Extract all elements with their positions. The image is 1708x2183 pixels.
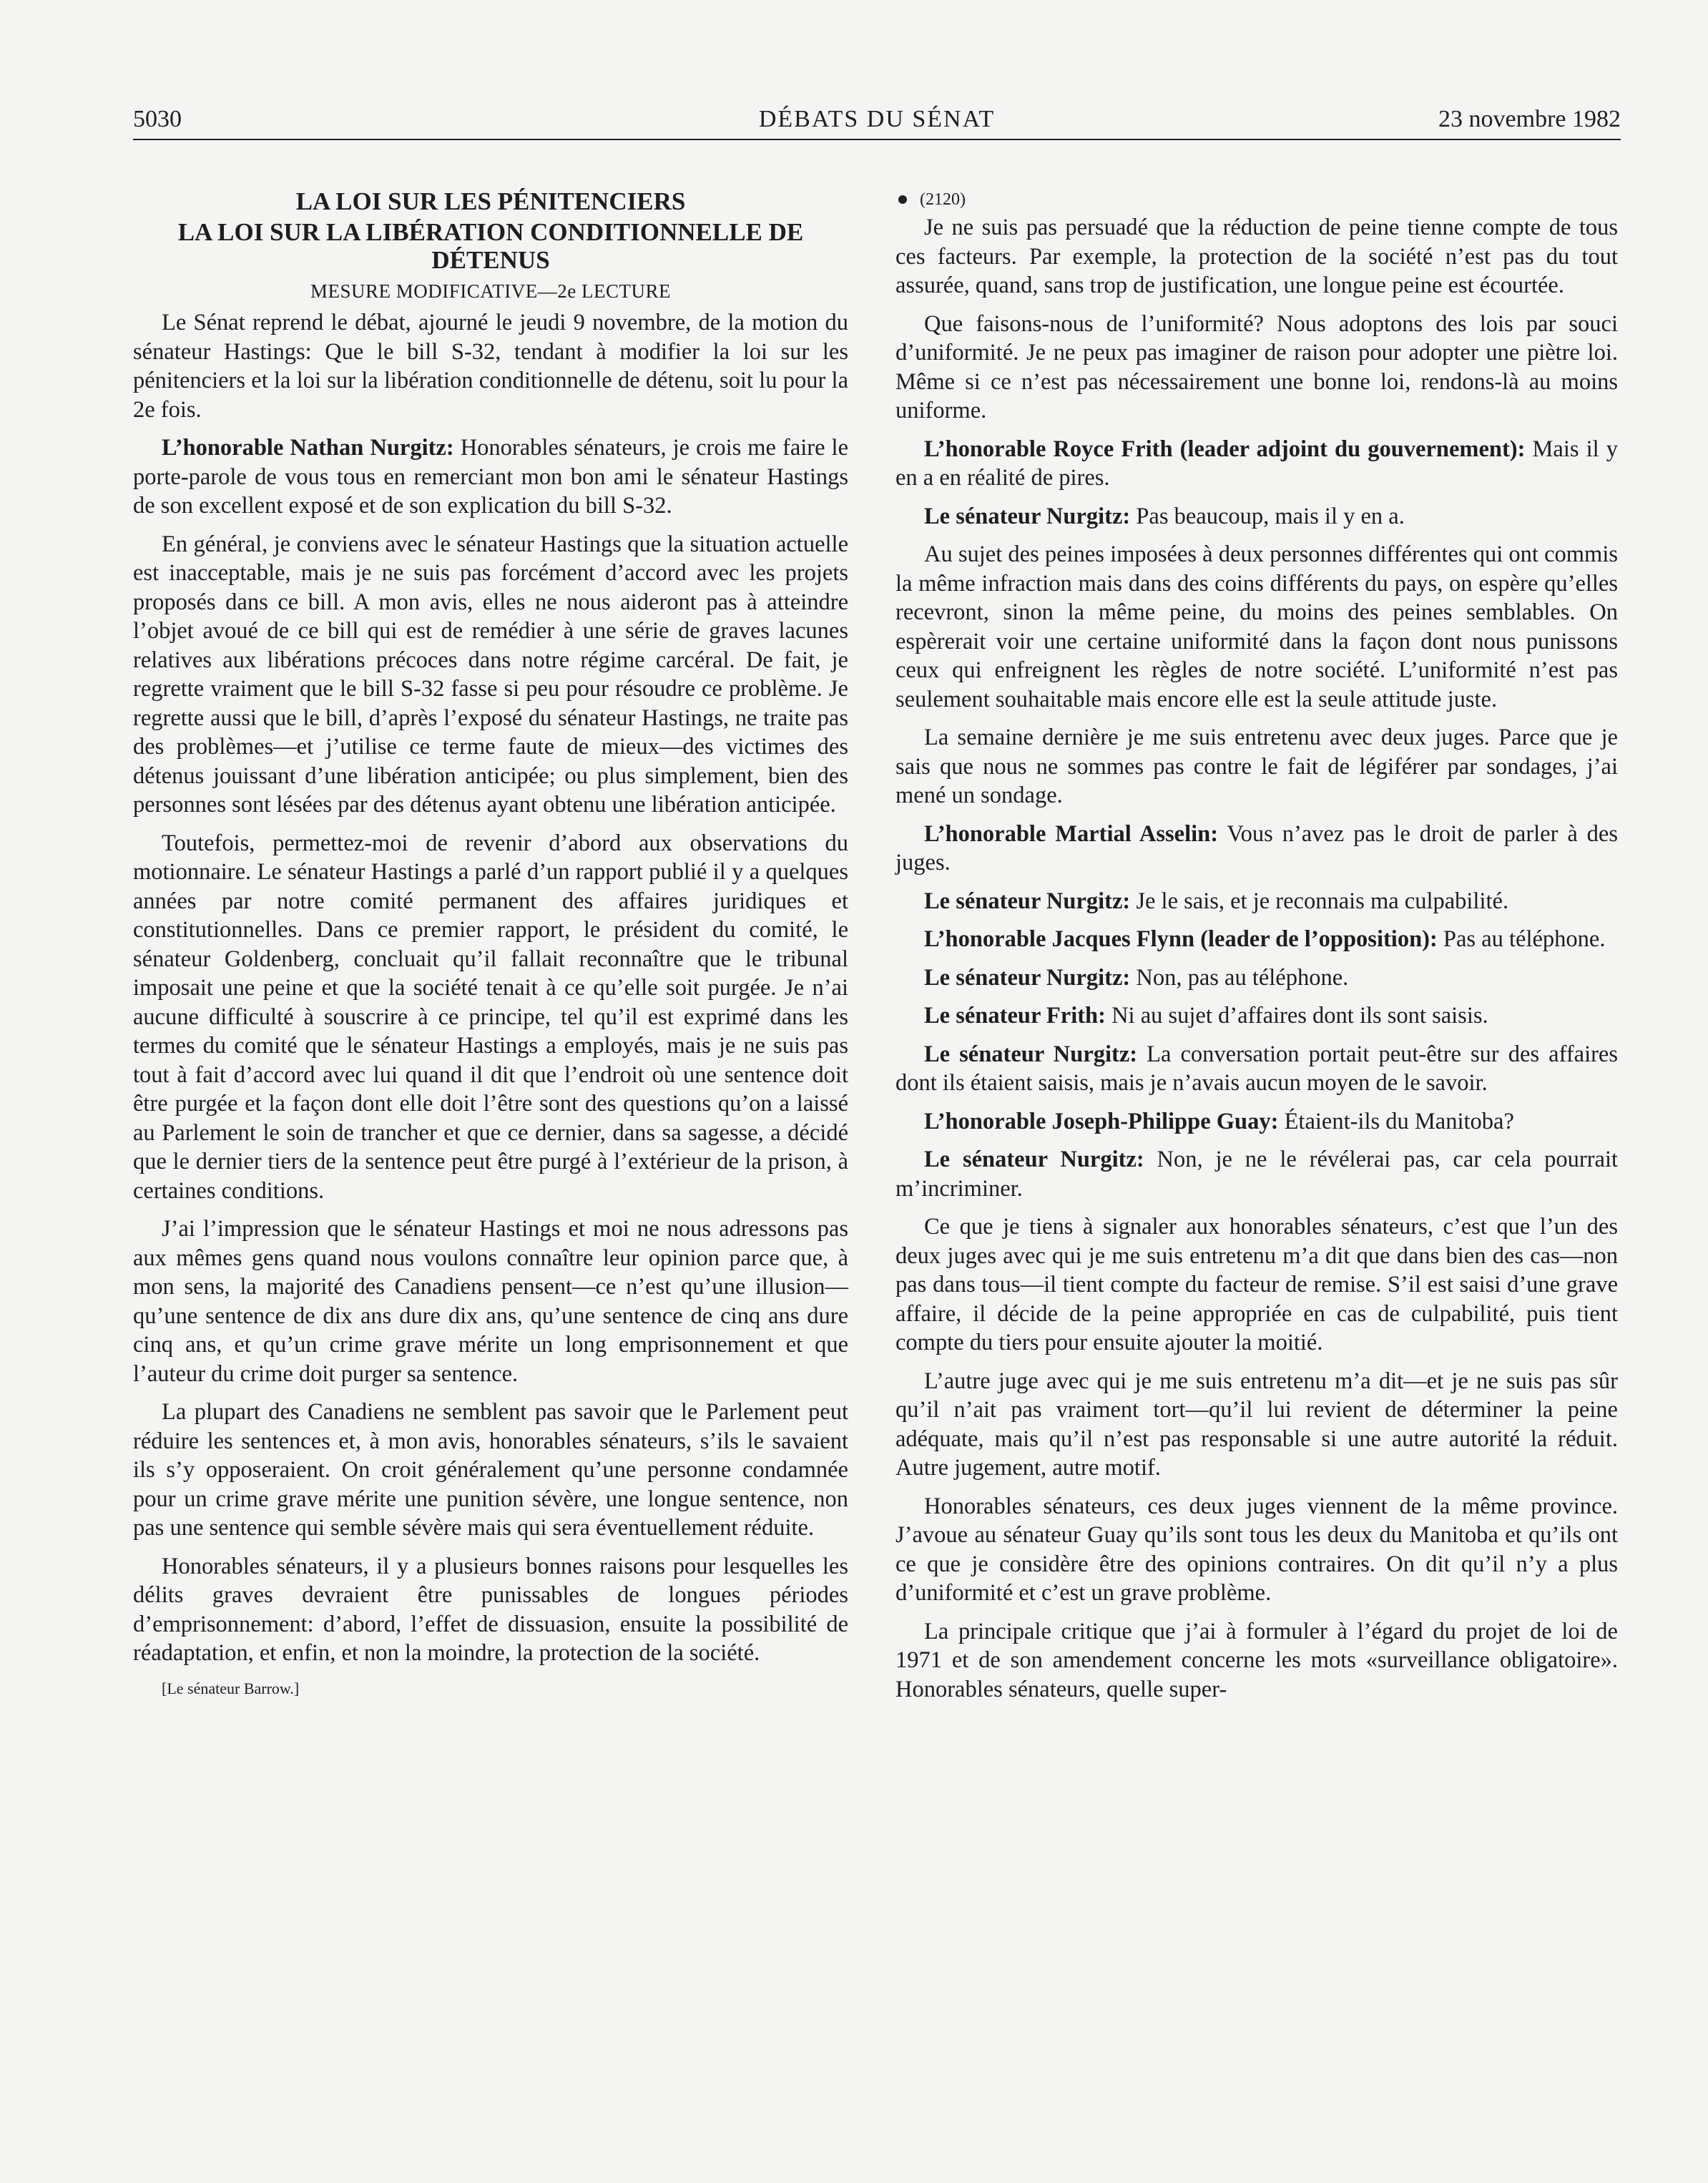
speaker-name: Le sénateur Nurgitz: [924, 503, 1131, 529]
paragraph: Toutefois, permettez-moi de revenir d’abord aux observations du motionnaire. Le sénateur Hastings a parlé d’un rapport publié il y a quelques années par notre comité permanent des affaires juridiques et constitutionnelles. Dans ce premier rapport, le président du comité, le sénateur Goldenberg, concluait qu’il fallait reconnaître que le tribunal imposait une peine et que la société tenait à ce qu’elle soit purgée. Je n’ai aucune difficulté à souscrire à ce principe, tel qu’il est exprimé dans les termes du comité que le sénateur Hastings a employés, mais je ne suis pas tout à fait d’accord avec lui quand il dit que l’endroit où une sentence doit être purgée et la façon dont elle doit l’être sont des questions qu’on a laissé au Parlement le soin de trancher et que ce dernier, dans sa sagesse, a décidé que le dernier tiers de la sentence peut être purgé à l’extérieur de la prison, à certaines conditions. [133, 830, 848, 1204]
speaker-name: Le sénateur Nurgitz: [924, 964, 1131, 991]
time-marker [895, 187, 1618, 212]
publication-title: DÉBATS DU SÉNAT [758, 106, 996, 132]
paragraph [895, 435, 1618, 493]
speaker-name: L’honorable Joseph-Philippe Guay: [924, 1108, 1279, 1134]
section-heading-2: LA LOI SUR LA LIBÉRATION CONDITIONNELLE DE DÉTENUS [177, 218, 804, 274]
paragraph [895, 1040, 1618, 1098]
speaker-name: L’honorable Martial Asselin: [924, 820, 1219, 847]
speaker-name: Le sénateur Nurgitz: [924, 1147, 1144, 1172]
section-subheading: MESURE MODIFICATIVE—2e LECTURE [310, 280, 671, 302]
time-marker-label: (2120) [920, 190, 966, 209]
speech-text: Pas beaucoup, mais il y en a. [1130, 503, 1405, 529]
paragraph: Au sujet des peines imposées à deux personnes différentes qui ont commis la même infraction mais dans des coins différents du pays, on espère qu’elles recevront, sinon la même peine, du moins des peines semblables. On espèrerait voir une certaine uniformité dans la façon dont nous punissons ceux qui enfreignent les règles de notre société. L’uniformité n’est pas seulement souhaitable mais encore elle est la seule attitude juste. [895, 541, 1618, 712]
speech-text: Non, pas au téléphone. [1130, 964, 1349, 991]
speaker-note: [Le sénateur Barrow.] [162, 1679, 300, 1697]
paragraph: Le Sénat reprend le débat, ajourné le jeudi 9 novembre, de la motion du sénateur Hastings: Que le bill S-32, tendant à modifier la loi sur les pénitenciers et la loi sur la libération conditionnelle de détenu, soit lu pour la 2e fois. [133, 310, 848, 423]
paragraph [895, 887, 1618, 916]
speaker-name: L’honorable Nathan Nurgitz: [162, 435, 454, 461]
speaker-name: Le sénateur Nurgitz: [924, 1041, 1138, 1067]
paragraph [895, 1107, 1618, 1137]
paragraph [895, 1001, 1618, 1031]
paragraph [895, 925, 1618, 954]
speech-text: Je le sais, et je reconnais ma culpabilité. [1130, 888, 1509, 914]
paragraph [895, 1145, 1618, 1203]
paragraph [895, 820, 1618, 878]
paragraph: La principale critique que j’ai à formuler à l’égard du projet de loi de 1971 et de son amendement concerne les mots «surveillance obligatoire». Honorables sénateurs, quelle super- [895, 1618, 1618, 1702]
page-date: 23 novembre 1982 [1438, 106, 1621, 132]
speaker-name: L’honorable Jacques Flynn (leader de l’opposition): [924, 926, 1438, 952]
paragraph: Que faisons-nous de l’uniformité? Nous adoptons des lois par souci d’uniformité. Je ne peux pas imaginer de raison pour adopter une piètre loi. Même si ce n’est pas nécessairement une bonne loi, rendons-là au moins uniforme. [895, 310, 1618, 423]
speech-text: Mais il y en a en réalité de pires. [895, 436, 1619, 491]
paragraph: En général, je conviens avec le sénateur Hastings que la situation actuelle est inacceptable, mais je ne suis pas forcément d’accord avec les projets proposés dans ce bill. A mon avis, elles ne nous aideront pas à atteindre l’objet avoué de ce bill qui est de remédier à une série de graves lacunes relatives aux libérations précoces dans notre régime carcéral. De fait, je regrette vraiment que le bill S-32 fasse si peu pour résoudre ce problème. Je regrette aussi que le bill, d’après l’exposé du sénateur Hastings, ne traite pas des problèmes—et j’utilise ce terme faute de mieux—des victimes des détenus jouissant d’une libération anticipée; ou plus simplement, bien des personnes sont lésées par des détenus ayant obtenu une libération anticipée. [133, 531, 848, 818]
speech-text: La conversation portait peut-être sur des affaires dont ils étaient saisis, mais je n’avais aucun moyen de le savoir. [895, 1041, 1618, 1096]
section-heading-1: LA LOI SUR LES PÉNITENCIERS [295, 187, 686, 215]
bullet-icon [898, 195, 907, 204]
paragraph [895, 963, 1618, 993]
left-column [133, 187, 848, 1700]
speech-text: Honorables sénateurs, je crois me faire le porte-parole de vous tous en remerciant mon bon ami le sénateur Hastings de son excellent exposé et de son explication du bill S-32. [133, 435, 849, 519]
paragraph: La semaine dernière je me suis entretenu avec deux juges. Parce que je sais que nous ne sommes pas contre le fait de légiférer par sondages, j’ai mené un sondage. [895, 725, 1618, 808]
speech-text: Non, je ne le révélerai pas, car cela pourrait m’incriminer. [895, 1147, 1618, 1202]
speech-text: Pas au téléphone. [1437, 926, 1606, 952]
speech-text: Ni au sujet d’affaires dont ils sont saisis. [1105, 1003, 1488, 1029]
speech-text: Vous n’avez pas le droit de parler à des juges. [895, 820, 1618, 875]
speaker-name: L’honorable Royce Frith (leader adjoint du gouvernement): [924, 436, 1526, 462]
paragraph: Honorables sénateurs, il y a plusieurs bonnes raisons pour lesquelles les délits graves devraient être punissables de longues périodes d’emprisonnement: d’abord, l’effet de dissuasion, ensuite la possibilité de réadaptation, et enfin, et non la moindre, la protection de la société. [133, 1553, 848, 1666]
paragraph [133, 433, 848, 521]
right-column [895, 187, 1618, 1713]
page-header [133, 100, 1621, 140]
speaker-name: Le sénateur Frith: [924, 1003, 1106, 1029]
speech-text: Étaient-ils du Manitoba? [1278, 1108, 1514, 1134]
paragraph: Ce que je tiens à signaler aux honorables sénateurs, c’est que l’un des deux juges avec qui je me suis entretenu m’a dit que dans bien des cas—non pas dans tous—il tient compte du facteur de remise. S’il est saisi d’une grave affaire, il décide de la peine appropriée en cas de culpabilité, puis tient compte du tiers pour ensuite ajouter la moitié. [895, 1214, 1618, 1355]
paragraph: J’ai l’impression que le sénateur Hastings et moi ne nous adressons pas aux mêmes gens quand nous voulons connaître leur opinion parce que, à mon sens, la majorité des Canadiens pensent—ce n’est qu’une illusion—qu’une sentence de dix ans dure dix ans, qu’une sentence de cinq ans dure cinq ans, et qu’un crime grave mérite un long emprisonnement et que l’auteur du crime doit purger sa sentence. [133, 1216, 848, 1387]
page-number: 5030 [133, 106, 182, 132]
paragraph: La plupart des Canadiens ne semblent pas savoir que le Parlement peut réduire les sentences et, à mon avis, honorables sénateurs, s’ils le savaient ils s’y opposeraient. On croit généralement qu’une personne condamnée pour un crime grave mérite une punition sévère, une longue sentence, non pas une sentence qui semble sévère mais qui sera éventuellement réduite. [133, 1399, 848, 1541]
paragraph [895, 502, 1618, 531]
paragraph: L’autre juge avec qui je me suis entretenu m’a dit—et je ne suis pas sûr qu’il n’ait pas vraiment tort—qu’il lui revient de déterminer la peine adéquate, mais qu’il n’est pas responsable si une autre autorité la réduit. Autre jugement, autre motif. [895, 1368, 1618, 1481]
speaker-name: Le sénateur Nurgitz: [924, 888, 1131, 914]
paragraph: Honorables sénateurs, ces deux juges viennent de la même province. J’avoue au sénateur Guay qu’ils sont tous les deux du Manitoba et qu’ils ont ce que je considère être des opinions contraires. On dit qu’il n’y a plus d’uniformité et c’est un grave problème. [895, 1493, 1618, 1606]
paragraph: Je ne suis pas persuadé que la réduction de peine tienne compte de tous ces facteurs. Par exemple, la protection de la société n’est pas du tout assurée, quand, sans trop de justification, une longue peine est écourtée. [895, 215, 1618, 298]
